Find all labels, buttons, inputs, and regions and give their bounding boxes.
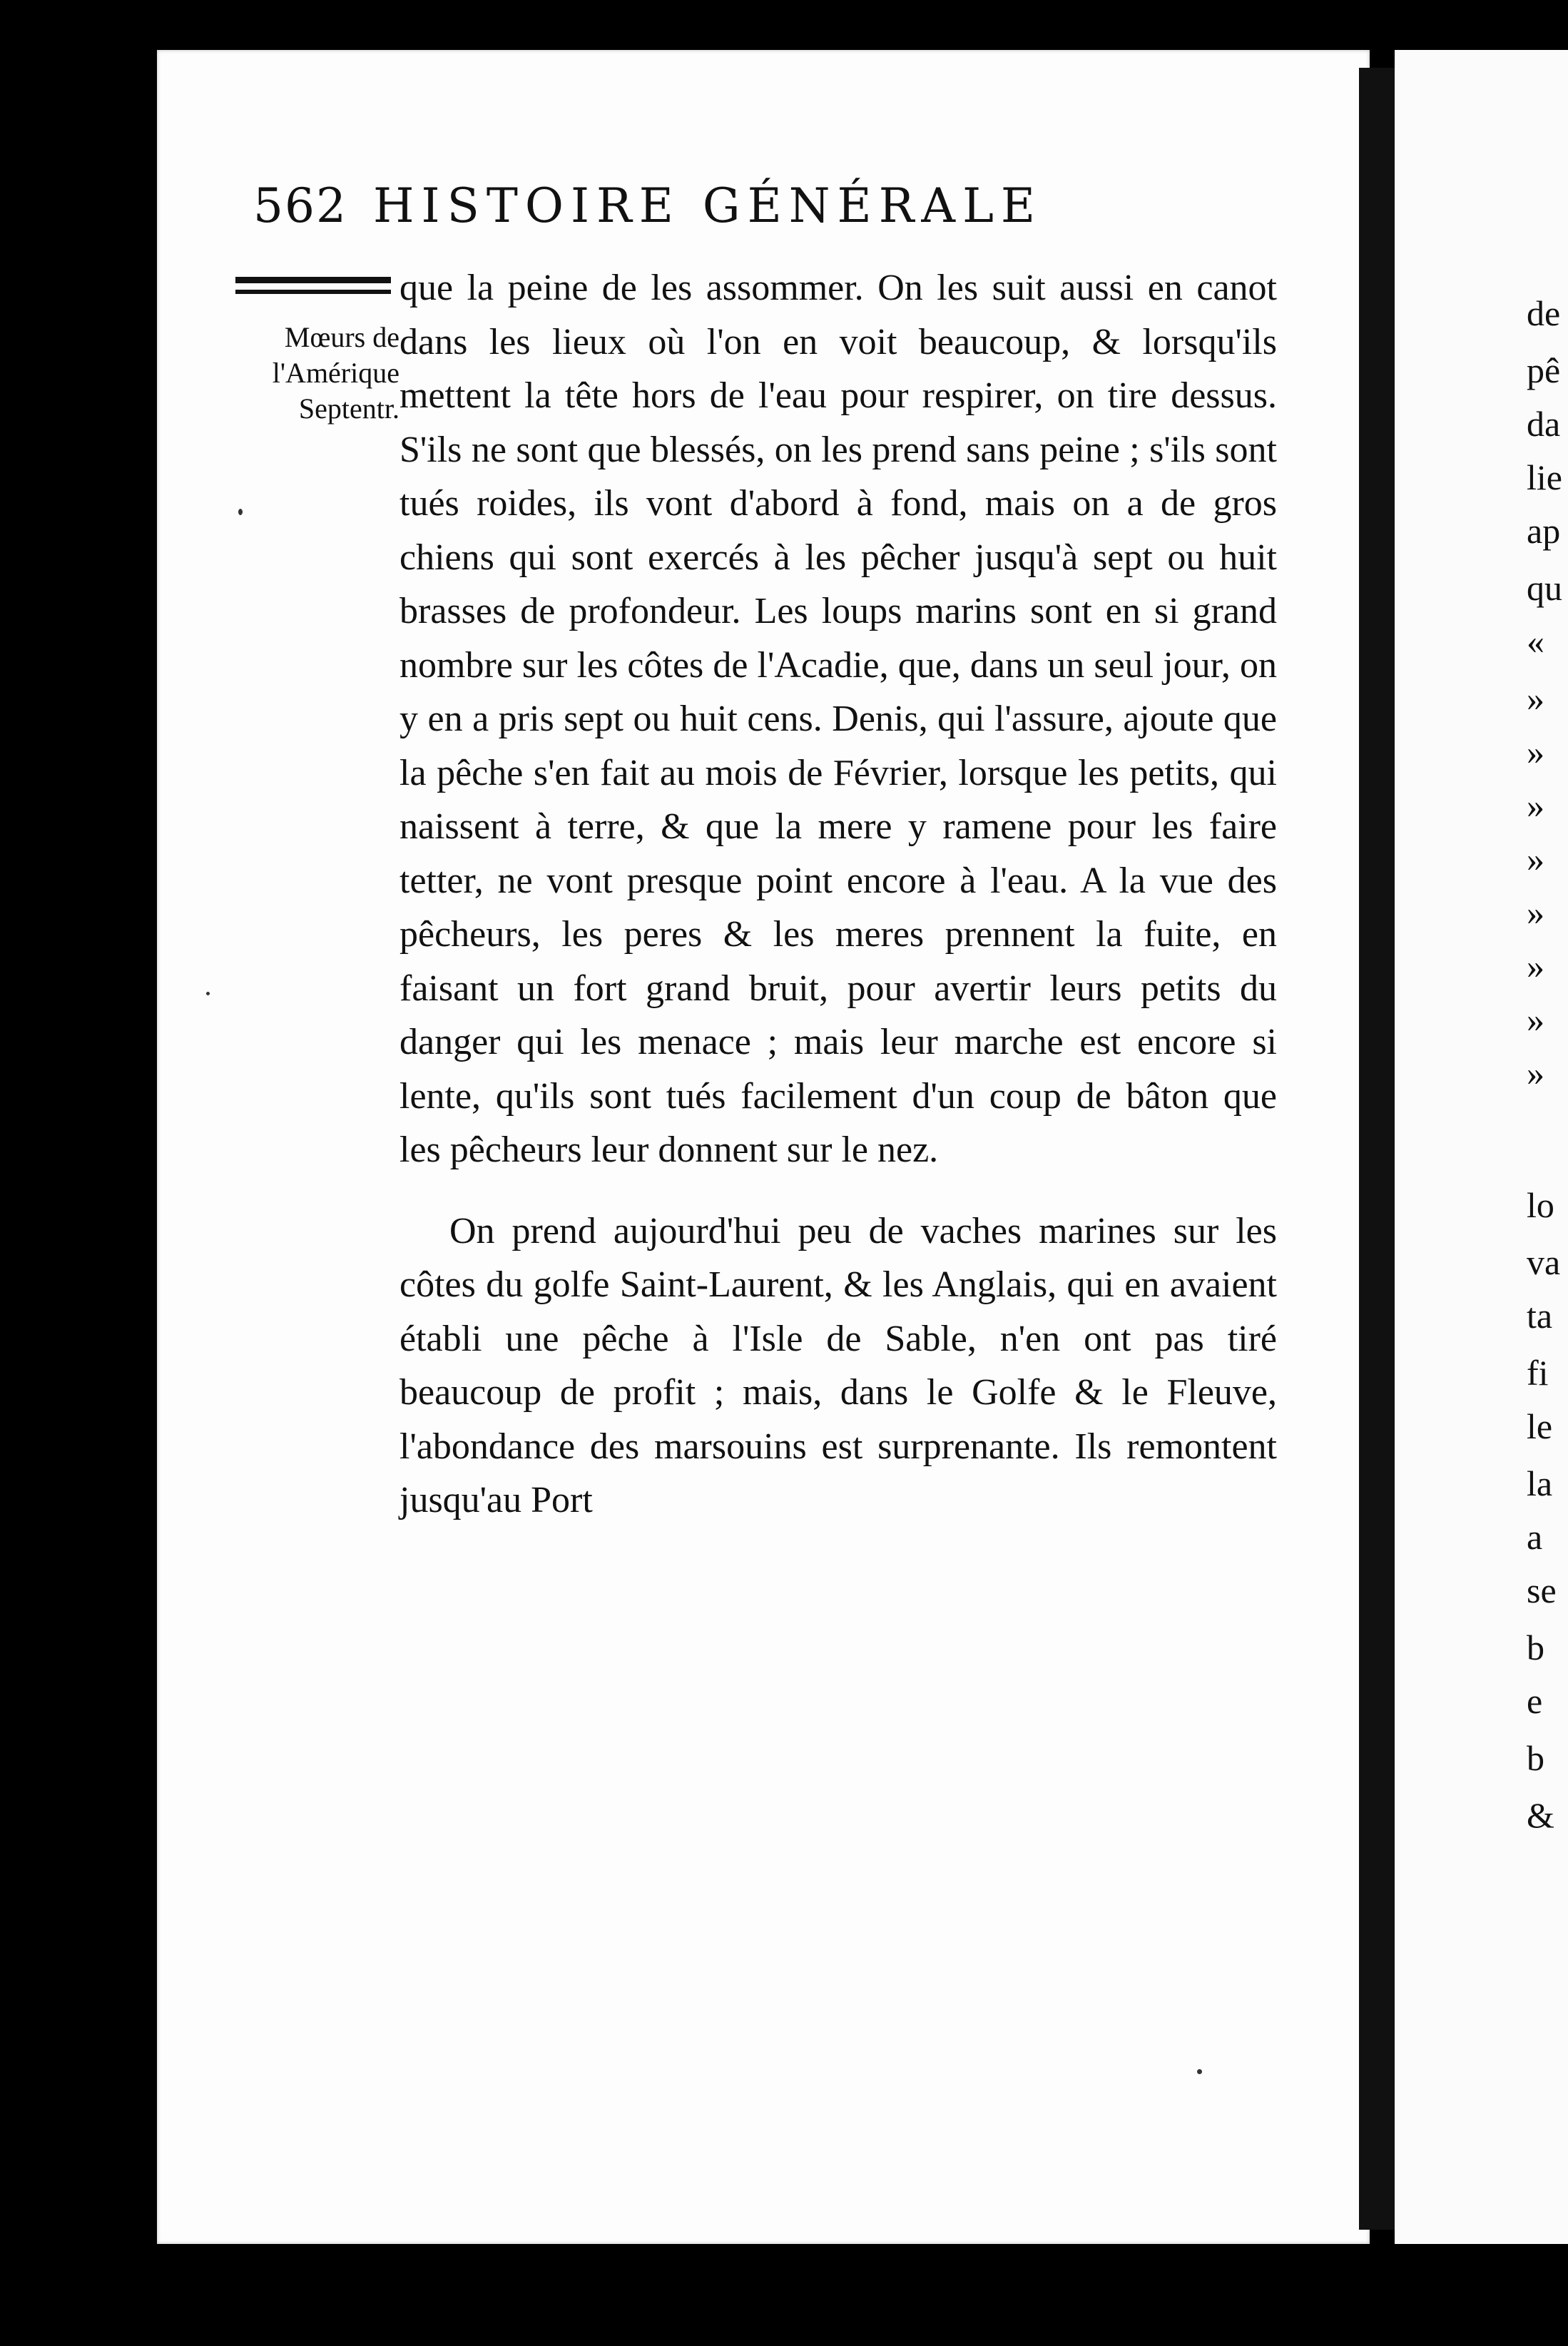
facing-page-line: le bbox=[1527, 1406, 1553, 1446]
page-number: 562 bbox=[253, 178, 347, 233]
margin-note-line: Septentr. bbox=[298, 392, 399, 425]
body-text bbox=[399, 261, 1277, 1528]
facing-page-line: » bbox=[1527, 946, 1544, 986]
facing-page-line: se bbox=[1527, 1570, 1557, 1610]
facing-page-line: b bbox=[1527, 1628, 1544, 1667]
margin-note-line: Mœurs de bbox=[284, 321, 399, 353]
paragraph: On prend aujourd'hui peu de vaches marines sur les côtes du golfe Saint-Laurent, & les Anglais, qui en avaient établi une pêche à l'Isle de Sable, n'en ont pas tiré beaucoup de profit ; mais, dans le Golfe & le Fleuve, l'abondance des marsouins est surprenante. Ils remontent jusqu'au Port bbox=[399, 1210, 1277, 1520]
facing-page-line: e bbox=[1527, 1681, 1543, 1721]
facing-page-line: » bbox=[1527, 893, 1544, 933]
running-title: HISTOIRE GÉNÉRALE bbox=[372, 178, 1043, 233]
facing-page-line: lie bbox=[1527, 457, 1562, 497]
facing-page-line: lo bbox=[1527, 1185, 1554, 1225]
facing-page-line: b bbox=[1527, 1738, 1544, 1778]
facing-page-line: fi bbox=[1527, 1353, 1549, 1393]
ornamental-rule bbox=[235, 277, 391, 294]
running-header bbox=[253, 178, 1223, 233]
facing-page-line: qu bbox=[1527, 568, 1562, 608]
margin-note-line: l'Amérique bbox=[272, 357, 399, 389]
facing-page-line: da bbox=[1527, 404, 1561, 444]
facing-page-line: » bbox=[1527, 1053, 1544, 1093]
page-gutter bbox=[1359, 68, 1395, 2230]
paragraph: que la peine de les assommer. On les suit aussi en canot dans les lieux où l'on en voit beaucoup, & lorsqu'ils mettent la tête hors de l'eau pour respirer, on tire dessus. S'ils ne sont que blessés, on les prend sans peine ; s'ils sont tués roides, ils vont d'abord à fond, mais on a de gros chiens qui sont exercés à les pêcher jusqu'à sept ou huit brasses de profondeur. Les loups marins sont en si grand nombre sur les côtes de l'Acadie, que, dans un seul jour, on y en a pris sept ou huit cens. Denis, qui l'assure, ajoute que la pêche s'en fait au mois de Février, lorsque les petits, qui naissent à terre, & que la mere y ramene pour les faire tetter, ne vont presque point encore à l'eau. A la vue des pêcheurs, les peres & les meres prennent la fuite, en faisant un fort grand bruit, pour avertir leurs petits du danger qui les menace ; mais leur marche est encore si lente, qu'ils sont tués facilement d'un coup de bâton que les pêcheurs leur donnent sur le nez. bbox=[399, 268, 1277, 1170]
facing-page-line: & bbox=[1527, 1795, 1554, 1835]
facing-page-line: a bbox=[1527, 1517, 1543, 1557]
facing-page-line: la bbox=[1527, 1463, 1553, 1503]
facing-page-line: ta bbox=[1527, 1296, 1553, 1336]
facing-page-line: » bbox=[1527, 839, 1544, 879]
speck bbox=[206, 992, 210, 995]
facing-page-line: de bbox=[1527, 293, 1561, 333]
speck bbox=[1197, 2069, 1202, 2074]
facing-page-line: ap bbox=[1527, 511, 1561, 551]
facing-page-line: pê bbox=[1527, 350, 1561, 390]
facing-page-line: va bbox=[1527, 1242, 1561, 1282]
speck bbox=[238, 509, 243, 515]
facing-page-line: » bbox=[1527, 786, 1544, 826]
facing-page-line: » bbox=[1527, 679, 1544, 718]
margin-note bbox=[214, 320, 399, 427]
facing-page-line: « bbox=[1527, 621, 1544, 661]
facing-page-line: » bbox=[1527, 1000, 1544, 1040]
facing-page-line: » bbox=[1527, 732, 1544, 772]
